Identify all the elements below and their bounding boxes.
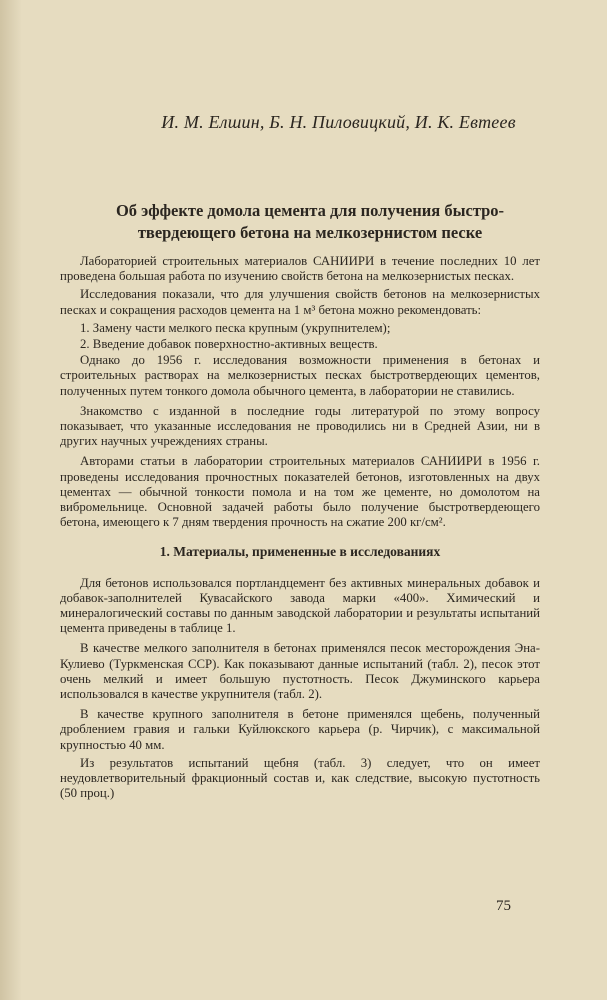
paragraph: Однако до 1956 г. исследования возможности применения в бетонах и строительных растворах на мелкозернистых песках быстротвердеющих цементов, полученных путем тонкого домола обычного цемента, в лаборатории не ставились. [60,353,540,398]
paragraph: Исследования показали, что для улучшения свойств бетонов на мелкозернистых песках и сокращения расходов цемента на 1 м³ бетона можно рекомендовать: [60,287,540,317]
paragraph: В качестве крупного заполнителя в бетоне применялся щебень, полученный дроблением гравия и гальки Куйлюкского карьера (р. Чирчик), с максимальной крупностью 40 мм. [60,707,540,752]
title-line-2: твердеющего бетона на мелкозернистом песке [137,223,483,242]
page-number: 75 [496,898,511,914]
paragraph: Для бетонов использовался портландцемент без активных минеральных добавок и добавок-заполнителей Кувасайского завода марки «400». Химический и минералогический составы по данным заводской лаборатории и результаты испытаний цемента приведены в таблице 1. [60,575,540,636]
title-line-1: Об эффекте домола цемента для получения быстро- [115,201,505,220]
section-heading: 1. Материалы, примененные в исследованиях [159,544,441,560]
paragraph: Авторами статьи в лаборатории строительных материалов САНИИРИ в 1956 г. проведены исследования прочностных показателей бетонов, изготовленных на двух цементах — обычной тонкости помола и на том же цементе, но домолотом на вибромельнице. Основной задачей работы было получение быстротвердеющего бетона, имеющего к 7 дням твердения прочность на сжатие 200 кг/см². [60,454,540,530]
paragraph: Лабораторией строительных материалов САНИИРИ в течение последних 10 лет проведена большая работа по изучению свойств бетона на мелкозернистых песках. [60,254,540,284]
paragraph: Из результатов испытаний щебня (табл. 3) следует, что он имеет неудовлетворительный фракционный состав и, как следствие, высокую пустотность (50 проц.) [60,755,540,801]
article-body [60,254,540,805]
paragraph: Знакомство с изданной в последние годы литературой по этому вопросу показывает, что указанные исследования не проводились ни в Средней Азии, ни в других научных учреждениях страны. [60,403,540,449]
page-binding-edge [0,0,22,1000]
paragraph: В качестве мелкого заполнителя в бетонах применялся песок месторождения Эна-Кулиево (Туркменская ССР). Как показывают данные испытаний (табл. 2), песок этот очень мелкий и имеет большую пустотность. Песок Джуминского карьера использовался в качестве укрупнителя (табл. 2). [60,641,540,702]
list-item: 1. Замену части мелкого песка крупным (укрупнителем); [80,320,391,335]
list-item: 2. Введение добавок поверхностно-активных веществ. [80,337,378,352]
article-title [40,200,580,244]
authors-line: И. М. Елшин, Б. Н. Пиловицкий, И. К. Евтеев [161,112,516,132]
